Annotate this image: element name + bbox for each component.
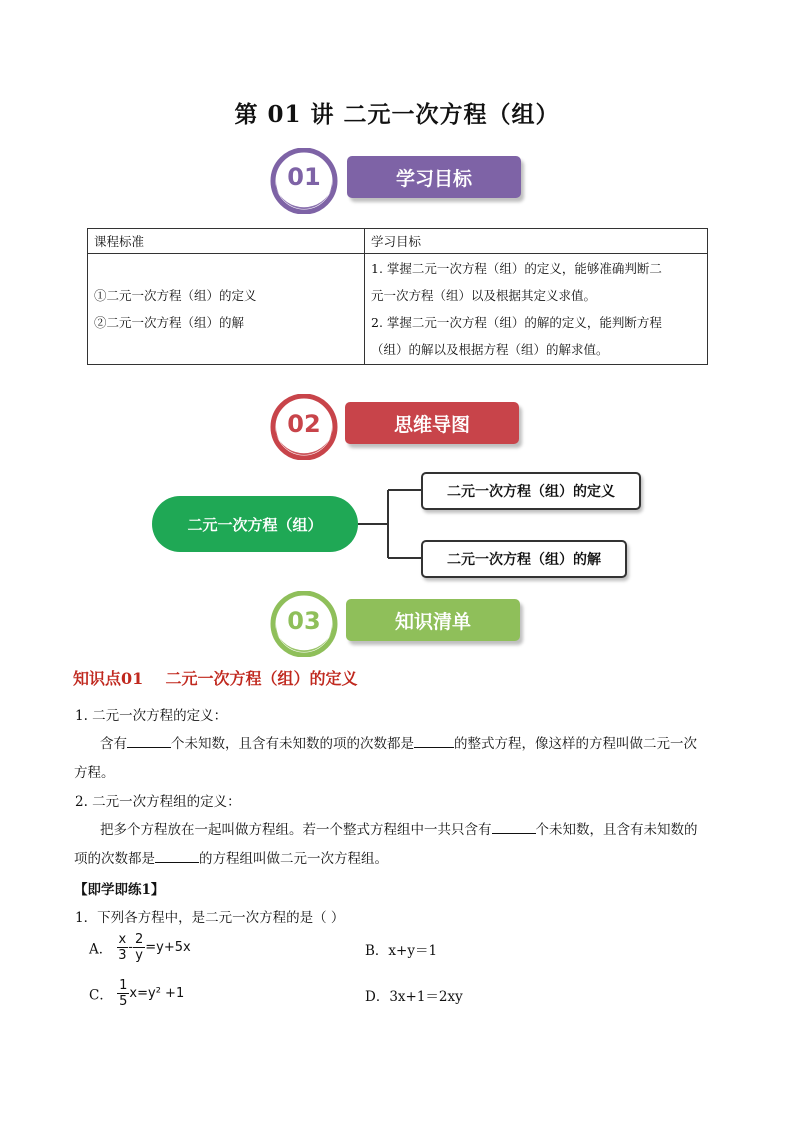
definition-1-cont: 方程。 — [74, 765, 115, 781]
option-a[interactable] — [89, 932, 191, 963]
section-03-number: 03 — [287, 607, 321, 635]
numerator: 2 — [134, 932, 144, 947]
mindmap-center: 二元一次方程（组） — [152, 496, 358, 552]
page-title: 第 01 讲 二元一次方程（组） — [234, 101, 560, 128]
section-02-label: 思维导图 — [345, 402, 519, 444]
option-label: A． — [89, 941, 113, 958]
section-02-number: 02 — [287, 410, 321, 438]
expression: =y+5x — [145, 940, 191, 955]
definition-1-body — [100, 732, 697, 752]
practice-label: 【即学即练1】 — [74, 882, 165, 898]
text: 含有 — [100, 736, 127, 752]
goal-line: 元一次方程（组）以及根据其定义求值。 — [371, 288, 597, 303]
denominator: y — [135, 948, 143, 963]
knowledge-heading: 知识点01 二元一次方程（组）的定义 — [73, 669, 358, 688]
goal-line: （组）的解以及根据方程（组）的解求值。 — [371, 342, 609, 357]
fill-blank[interactable] — [414, 735, 454, 748]
definition-2-title: 2. 二元一次方程组的定义： — [75, 794, 241, 810]
mindmap-branch-solution: 二元一次方程（组）的解 — [421, 540, 627, 578]
definition-2-cont — [74, 847, 388, 867]
text: 个未知数，且含有未知数的 — [535, 822, 698, 838]
goal-line: 1. 掌握二元一次方程（组）的定义，能够准确判断二 — [371, 261, 662, 276]
text: 把多个方程放在一起叫做方程组。若一个整式方程组中一共只含有 — [100, 822, 492, 838]
section-03-label: 知识清单 — [346, 599, 520, 641]
denominator: 3 — [118, 948, 127, 963]
fill-blank[interactable] — [492, 821, 536, 834]
text: 的整式方程，像这样的方程叫做二元一次 — [454, 736, 697, 752]
numerator: 1 — [119, 978, 128, 993]
option-d[interactable]: D．3x+1＝2xy — [365, 989, 463, 1005]
practice-question: 1．下列各方程中，是二元一次方程的是（ ） — [75, 910, 345, 926]
expression: x=y² +1 — [129, 986, 185, 1001]
fill-blank[interactable] — [127, 735, 171, 748]
standard-item: ①二元一次方程（组）的定义 — [94, 288, 257, 303]
mindmap-branch-definition: 二元一次方程（组）的定义 — [421, 472, 641, 510]
operator: - — [128, 940, 133, 955]
section-01-label: 学习目标 — [347, 156, 521, 198]
table-cell-standards — [88, 254, 365, 365]
text: 的方程组叫做二元一次方程组。 — [199, 851, 388, 867]
table-header-goals: 学习目标 — [365, 229, 708, 254]
table-header-standards: 课程标准 — [88, 229, 365, 254]
text: 个未知数，且含有未知数的项的次数都是 — [171, 736, 414, 752]
goal-line: 2. 掌握二元一次方程（组）的解的定义，能判断方程 — [371, 315, 662, 330]
definition-1-title: 1. 二元一次方程的定义： — [75, 708, 228, 724]
option-c[interactable] — [89, 978, 184, 1009]
option-label: C． — [89, 987, 113, 1004]
denominator: 5 — [119, 994, 128, 1009]
fraction — [133, 932, 145, 963]
standard-item: ②二元一次方程（组）的解 — [94, 315, 245, 330]
option-b[interactable]: B．x+y＝1 — [365, 943, 438, 959]
objectives-table — [87, 228, 708, 365]
fraction — [117, 978, 129, 1009]
section-01-number: 01 — [287, 163, 321, 191]
numerator: x — [118, 932, 127, 947]
text: 项的次数都是 — [74, 851, 155, 867]
fraction — [117, 932, 129, 963]
definition-2-body — [100, 818, 698, 838]
table-cell-goals — [365, 254, 708, 365]
fill-blank[interactable] — [155, 850, 199, 863]
